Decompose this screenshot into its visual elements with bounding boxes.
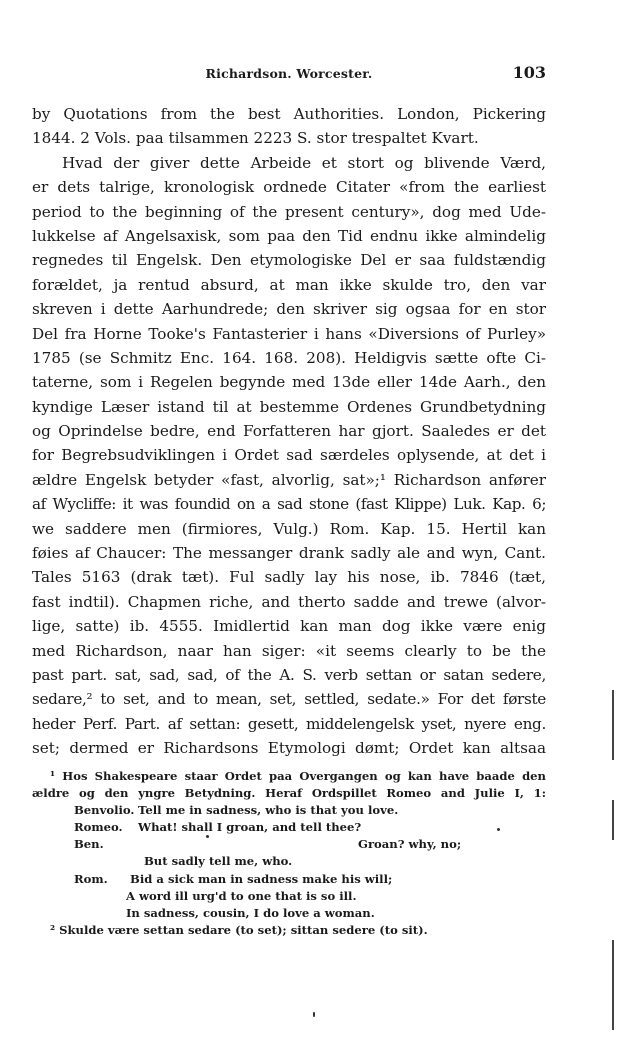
text-line: med Richardson, naar han siger: «it seems clearly to be the bbox=[32, 641, 546, 660]
dialogue-line bbox=[32, 905, 546, 922]
dialogue-line bbox=[32, 853, 546, 870]
text-line: 1844. 2 Vols. paa tilsammen 2223 S. stor trespaltet Kvart. bbox=[32, 129, 479, 148]
text-line: we saddere men (firmiores, Vulg.) Rom. Kap. 15. Hertil kan bbox=[32, 519, 546, 538]
footnote-1-line: ¹ Hos Shakespeare staar Ordet paa Overgangen og kan have baade den bbox=[50, 769, 546, 783]
dialogue-text: A word ill urg'd to one that is so ill. bbox=[126, 888, 357, 903]
text-line: Tales 5163 (drak tæt). Ful sadly lay his nose, ib. 7846 (tæt, bbox=[32, 568, 546, 587]
scan-speck bbox=[497, 828, 500, 831]
text-line: ældre Engelsk betyder «fast, alvorlig, sat»;¹ Richardson anfører bbox=[32, 470, 546, 489]
scan-speck bbox=[313, 1012, 315, 1017]
text-line: period to the beginning of the present century», dog med Ude- bbox=[32, 202, 546, 221]
dialogue-text: What! shall I groan, and tell thee? bbox=[138, 820, 362, 835]
text-line: regnedes til Engelsk. Den etymologiske Del er saa fuldstændig bbox=[32, 251, 546, 270]
text-line: fast indtil). Chapmen riche, and therto sadde and trewe (alvor- bbox=[32, 592, 546, 611]
dialogue-line bbox=[32, 888, 546, 905]
speaker-name: Rom. bbox=[74, 871, 108, 886]
dialogue-line bbox=[32, 802, 546, 819]
dialogue-text: Tell me in sadness, who is that you love. bbox=[138, 803, 399, 818]
page-header bbox=[32, 63, 546, 86]
dialogue-line bbox=[32, 819, 546, 836]
footnote-2: ² Skulde være settan sedare (to set); sittan sedere (to sit). bbox=[50, 922, 428, 937]
page-number: 103 bbox=[512, 63, 546, 82]
text-line: heder Perf. Part. af settan: gesett, middelengelsk yset, nyere eng. bbox=[32, 714, 546, 733]
speaker-name: Benvolio. bbox=[74, 803, 135, 818]
text-line: af Wycliffe: it was foundid on a sad stone (fast Klippe) Luk. Kap. 6; bbox=[32, 495, 546, 514]
dialogue-text: But sadly tell me, who. bbox=[144, 854, 293, 869]
text-line: skreven i dette Aarhundrede; den skriver sig ogsaa for en stor bbox=[32, 300, 546, 319]
text-line: set; dermed er Richardsons Etymologi dømt; Ordet kan altsaa bbox=[32, 739, 546, 758]
speaker-name: Ben. bbox=[74, 837, 104, 852]
scan-margin-marks bbox=[610, 690, 614, 1030]
text-line: taterne, som i Regelen begynde med 13de eller 14de Aarh., den bbox=[32, 373, 546, 392]
text-line: 1785 (se Schmitz Enc. 164. 168. 208). Heldigvis sætte ofte Ci- bbox=[32, 348, 546, 367]
text-line: føies af Chaucer: The messanger drank sadly ale and wyn, Cant. bbox=[32, 544, 546, 563]
text-line: by Quotations from the best Authorities. London, Pickering bbox=[32, 105, 546, 123]
text-line: og Oprindelse bedre, end Forfatteren har gjort. Saaledes er det bbox=[32, 422, 546, 441]
text-line: lukkelse af Angelsaxisk, som paa den Tid endnu ikke almindelig bbox=[32, 226, 546, 245]
text-line: sedare,² to set, and to mean, set, settled, sedate.» For det første bbox=[32, 690, 546, 709]
dialogue-line bbox=[32, 836, 546, 853]
footnotes bbox=[32, 768, 546, 939]
text-line: Del fra Horne Tooke's Fantasterier i hans «Diversions of Purley» bbox=[32, 324, 546, 343]
body-text bbox=[32, 102, 546, 761]
scan-speck bbox=[206, 835, 209, 838]
text-line: Hvad der giver dette Arbeide et stort og blivende Værd, bbox=[62, 153, 546, 172]
dialogue-text: In sadness, cousin, I do love a woman. bbox=[126, 905, 375, 920]
dialogue-text: Bid a sick man in sadness make his will; bbox=[130, 871, 393, 886]
text-line: kyndige Læser istand til at bestemme Ordenes Grundbetydning bbox=[32, 397, 546, 416]
text-line: for Begrebsudviklingen i Ordet sad særdeles oplysende, at det i bbox=[32, 446, 546, 465]
text-line: past part. sat, sad, sad, of the A. S. verb settan or satan sedere, bbox=[32, 665, 546, 684]
text-line: er dets talrige, kronologisk ordnede Citater «from the earliest bbox=[32, 178, 546, 197]
footnote-1-line: ældre og den yngre Betydning. Heraf Ordspillet Romeo and Julie I, 1: bbox=[32, 786, 546, 801]
dialogue-text: Groan? why, no; bbox=[358, 837, 462, 852]
dialogue-line bbox=[32, 871, 546, 888]
text-line: lige, satte) ib. 4555. Imidlertid kan man dog ikke være enig bbox=[32, 617, 546, 636]
speaker-name: Romeo. bbox=[74, 820, 123, 835]
running-head: Richardson. Worcester. bbox=[205, 66, 373, 81]
text-line: forældet, ja rentud absurd, at man ikke skulde tro, den var bbox=[32, 275, 546, 294]
